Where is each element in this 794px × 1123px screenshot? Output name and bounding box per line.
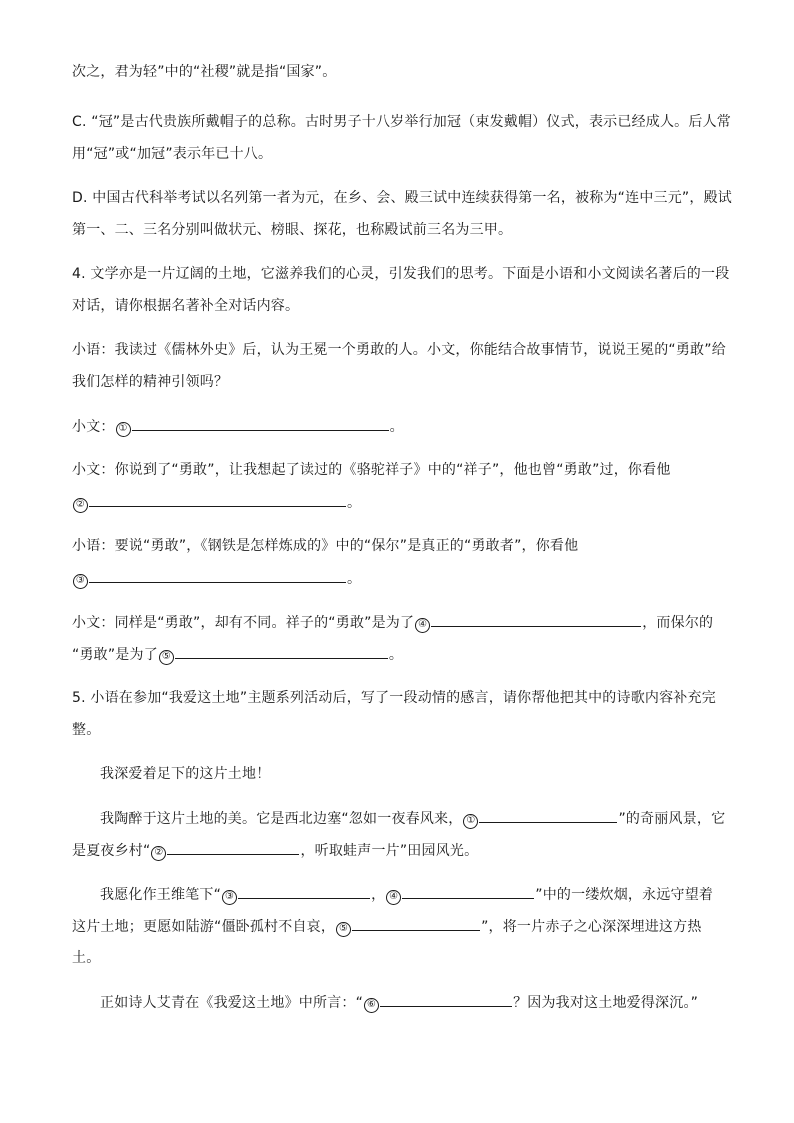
q5-stem-line1: 5. 小语在参加“我爱这土地”主题系列活动后，写了一段动情的感言，请你帮他把其中的诗歌内容补充完 (72, 690, 716, 706)
q4-stem-line2: 对话，请你根据名著补全对话内容。 (72, 298, 300, 314)
answer-blank-1[interactable] (132, 416, 389, 431)
blank-marker-q5-5: ⑤ (336, 922, 351, 937)
q5-para-3-line3: 土。 (72, 950, 101, 966)
q3-continuation: 次之，君为轻”中的“社稷”就是指“国家”。 (72, 64, 337, 80)
q4-dialog-d-line2: ③ 。 (72, 568, 361, 589)
q4-dialog-a-line1: 小语：我读过《儒林外史》后，认为王冕一个勇敢的人。小文，你能结合故事情节，说说王冕的“勇敢”给 (72, 342, 726, 358)
answer-blank-q5-1[interactable] (479, 808, 617, 823)
q3-option-c-line2: 用“冠”或“加冠”表示年已十八。 (72, 146, 273, 162)
q4-dialog-c-line2: ② 。 (72, 492, 361, 513)
q5-para-3-line1: 我愿化作王维笔下“ ③ ， ④ ”中的一缕炊烟，永远守望着 (100, 884, 713, 905)
blank-marker-q5-4: ④ (386, 890, 401, 905)
answer-blank-q5-6[interactable] (380, 992, 512, 1007)
q3-option-d-line2: 第一、二、三名分别叫做状元、榜眼、探花，也称殿试前三名为三甲。 (72, 222, 513, 238)
blank-marker-q5-2: ② (151, 846, 166, 861)
q4-dialog-d-line1: 小语：要说“勇敢”，《钢铁是怎样炼成的》中的“保尔”是真正的“勇敢者”，你看他 (72, 538, 579, 554)
q4-dialog-e-line2: “勇敢”是为了 ⑤ 。 (72, 644, 403, 665)
q3-option-d-line1: D. 中国古代科举考试以名列第一者为元，在乡、会、殿三试中连续获得第一名，被称为“连中三元”，殿试 (72, 190, 732, 206)
answer-blank-5[interactable] (175, 644, 388, 659)
blank-marker-q5-6: ⑥ (364, 998, 379, 1013)
q4-dialog-b: 小文： ① 。 (72, 416, 404, 437)
blank-marker-5: ⑤ (159, 650, 174, 665)
blank-marker-2: ② (73, 498, 88, 513)
answer-blank-2[interactable] (89, 492, 346, 507)
q4-stem-line1: 4. 文学亦是一片辽阔的土地，它滋养我们的心灵，引发我们的思考。下面是小语和小文阅读名著后的一段 (72, 266, 730, 282)
q5-para-4: 正如诗人艾青在《我爱这土地》中所言：“ ⑥ ？因为我对这土地爱得深沉。” (100, 992, 698, 1013)
q5-para-3-line2: 这片土地；更愿如陆游“僵卧孤村不自哀， ⑤ ”，将一片赤子之心深深埋进这方热 (72, 916, 702, 937)
q5-stem-line2: 整。 (72, 722, 101, 738)
blank-marker-4: ④ (415, 618, 430, 633)
answer-blank-q5-5[interactable] (352, 916, 480, 931)
blank-marker-q5-1: ① (463, 814, 478, 829)
answer-blank-4[interactable] (431, 612, 641, 627)
answer-blank-3[interactable] (89, 568, 346, 583)
blank-marker-3: ③ (73, 574, 88, 589)
blank-marker-q5-3: ③ (222, 890, 237, 905)
q3-option-c-line1: C. “冠”是古代贵族所戴帽子的总称。古时男子十八岁举行加冠（束发戴帽）仪式，表示已经成人。后人常 (72, 114, 731, 130)
q5-para-2-line2: 是夏夜乡村“ ② ，听取蛙声一片”田园风光。 (72, 840, 478, 861)
blank-marker-1: ① (116, 422, 131, 437)
q5-para-2-line1: 我陶醉于这片土地的美。它是西北边塞“忽如一夜春风来， ① ”的奇丽风景，它 (100, 808, 725, 829)
q4-dialog-a-line2: 我们怎样的精神引领吗？ (72, 374, 229, 390)
answer-blank-q5-4[interactable] (402, 884, 534, 899)
answer-blank-q5-2[interactable] (167, 840, 299, 855)
q4-dialog-c-line1: 小文：你说到了“勇敢”，让我想起了读过的《骆驼祥子》中的“祥子”，他也曾“勇敢”过，你看他 (72, 462, 671, 478)
speaker-label: 小文： (72, 419, 115, 435)
q4-dialog-e-line1: 小文：同样是“勇敢”，却有不同。祥子的“勇敢”是为了 ④ ，而保尔的 (72, 612, 713, 633)
q5-para-1: 我深爱着足下的这片土地！ (100, 766, 271, 782)
answer-blank-q5-3[interactable] (238, 884, 370, 899)
